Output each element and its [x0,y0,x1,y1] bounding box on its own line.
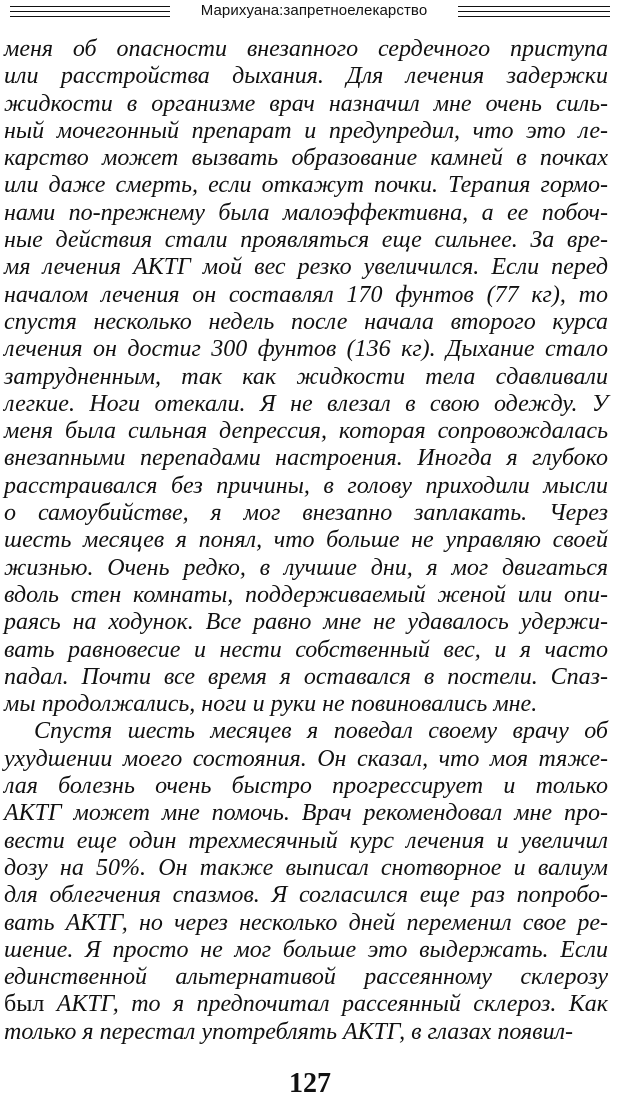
text-line: меня была сильная депрессия, которая сопровождалась [4,418,608,445]
text-line: был АКТГ, то я предпочитал рассеянный склероз. Как [4,991,608,1018]
text-line: или даже смерть, если откажут почки. Терапия гормо- [4,172,608,199]
header-rule-right-top [458,6,610,7]
text-line: вести еще один трехмесячный курс лечения и увеличил [4,827,608,854]
text-line: о самоубийстве, я мог внезапно заплакать. Через [4,500,608,527]
text-line: ухудшении моего состояния. Он сказал, что моя тяже- [4,745,608,772]
text-line: для облегчения спазмов. Я согласился еще раз попробо- [4,882,608,909]
text-line: вдоль стен комнаты, поддерживаемый женой или опи- [4,581,608,608]
text-line: дозу на 50%. Он также выписал снотворное и валиум [4,854,608,881]
text-line: легкие. Ноги отекали. Я не влезал в свою одежду. У [4,390,608,417]
header-rule-right-middle [458,11,610,12]
text-line: ный мочегонный препарат и предупредил, что это ле- [4,117,608,144]
text-line: мя лечения АКТГ мой вес резко увеличился. Если перед [4,254,608,281]
text-line: мы продолжались, ноги и руки не повиновались мне. [4,691,538,718]
text-line: меня об опасности внезапного сердечного приступа [4,36,608,62]
text-line: жидкости в организме врач назначил мне очень силь- [4,90,608,117]
text-line: раясь на ходунок. Все равно мне не удавалось удержи- [4,609,608,636]
page-number: 127 [289,1068,331,1099]
text-line: или расстройства дыхания. Для лечения задержки [4,63,608,90]
text-line: внезапными перепадами настроения. Иногда я глубоко [4,445,608,472]
text-line: карство может вызвать образование камней в почках [4,145,608,172]
text-line: вать АКТГ, но через несколько дней переменил свое ре- [4,909,608,936]
text-line: Спустя шесть месяцев я поведал своему врачу об [34,718,608,745]
header-title: Марихуана:запретноелекарство [200,2,428,19]
text-line: расстраивался без причины, в голову приходили мысли [4,472,608,499]
text-line: ные действия стали проявляться еще сильнее. За вре- [4,227,608,254]
header-rule-left-bottom [10,16,170,17]
header-rule-left-middle [10,11,170,12]
text-line: АКТГ может мне помочь. Врач рекомендовал мне про- [4,800,608,827]
text-line: единственной альтернативой рассеянному склерозу [4,964,608,991]
header-rule-right-bottom [458,16,610,17]
text-line: шение. Я просто не мог больше это выдержать. Если [4,936,608,963]
text-line: началом лечения он составлял 170 фунтов (77 кг), то [4,281,608,308]
text-line: только я перестал употреблять АКТГ, в глазах появил- [4,1018,574,1045]
header-rule-left-top [10,6,170,7]
text-line: спустя несколько недель после начала второго курса [4,308,608,335]
running-header [0,0,620,26]
text-line: затрудненным, так как жидкости тела сдавливали [4,363,608,390]
text-line: жизнью. Очень редко, в лучшие дни, я мог двигаться [4,554,608,581]
text-line: вать равновесие и нести собственный вес, и я часто [4,636,608,663]
text-line: шесть месяцев я понял, что больше не управляю своей [4,527,608,554]
text-line: лая болезнь очень быстро прогрессирует и только [4,773,608,800]
text-line: падал. Почти все время я оставался в постели. Спаз- [4,663,608,690]
text-line: лечения он достиг 300 фунтов (136 кг). Дыхание стало [4,336,608,363]
text-line: нами по-прежнему была малоэффективна, а ее побоч- [4,199,608,226]
page-body-text [4,36,608,1046]
